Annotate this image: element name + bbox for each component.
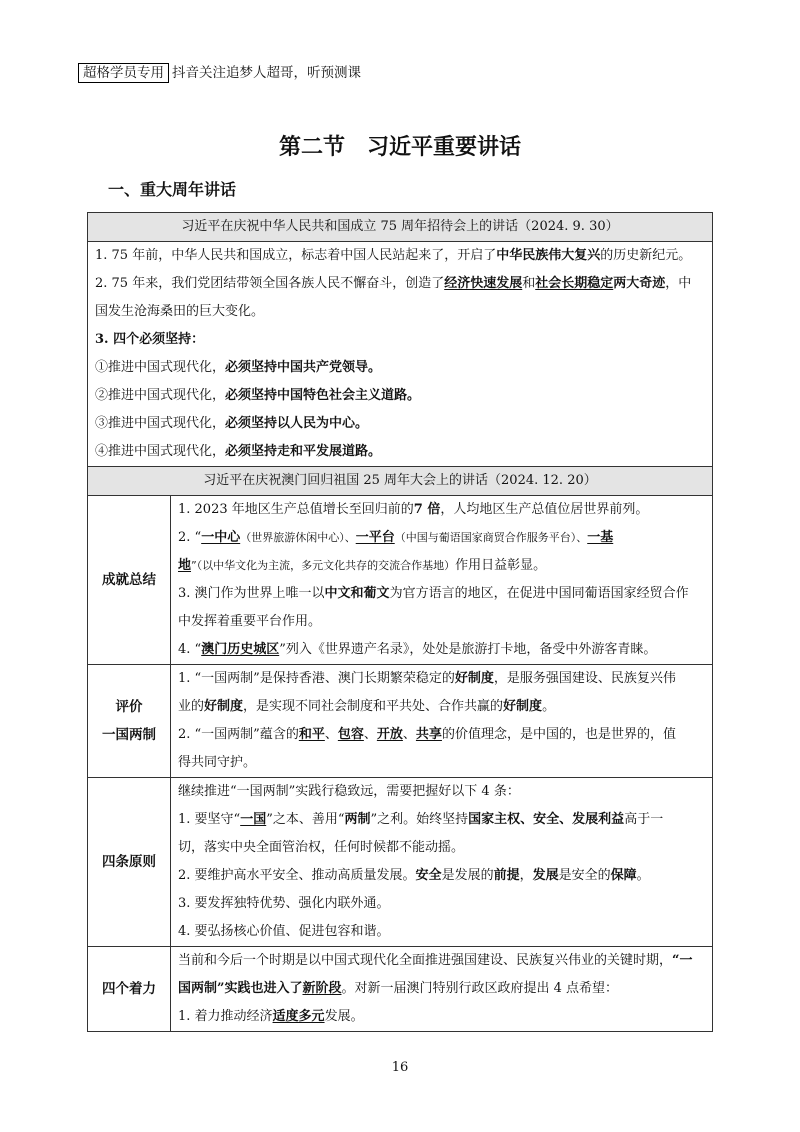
achievements-content [171, 496, 713, 665]
speech1-p2: 2. 75 年来，我们党团结带领全国各族人民不懈奋斗，创造了经济快速发展和社会长期稳定两大奇迹，中 [95, 276, 692, 291]
achievement-line: 2. “一中心（世界旅游休闲中心）、一平台（中国与葡语国家商贸合作服务平台）、一基 [178, 530, 614, 545]
principle-line: 切，落实中央全面管治权，任何时候都不能动摇。 [178, 840, 465, 855]
focus-line: 国两制”实践也进入了新阶段。对新一届澳门特别行政区政府提出 4 点希望： [178, 981, 619, 996]
focus-line: 1. 着力推动经济适度多元发展。 [178, 1009, 364, 1024]
focus-line: 当前和今后一个时期是以中国式现代化全面推进强国建设、民族复兴伟业的关键时期，“一 [178, 953, 693, 968]
header-tag: 超格学员专用 [78, 63, 169, 83]
achievement-line: 中发挥着重要平台作用。 [178, 614, 322, 629]
evaluation-line: 业的好制度，是实现不同社会制度和平共处、合作共赢的好制度。 [178, 699, 556, 714]
achievement-line: 地”（以中华文化为主流，多元文化共存的交流合作基地）作用日益彰显。 [178, 558, 547, 573]
principle-line: 3. 要发挥独特优势、强化内联外通。 [178, 896, 390, 911]
speech1-item: ①推进中国式现代化，必须坚持中国共产党领导。 [95, 360, 382, 375]
principle-line: 继续推进“一国两制”实践行稳致远，需要把握好以下 4 条： [178, 784, 520, 799]
speech1-p3: 3. 四个必须坚持： [95, 332, 205, 347]
speech1-item: ③推进中国式现代化，必须坚持以人民为中心。 [95, 416, 369, 431]
focus-label: 四个着力 [88, 947, 171, 1032]
speech1-content [88, 242, 713, 467]
principles-content [171, 778, 713, 947]
evaluation-line: 1. “一国两制”是保持香港、澳门长期繁荣稳定的好制度，是服务强国建设、民族复兴伟 [178, 671, 676, 686]
achievement-line: 1. 2023 年地区生产总值增长至回归前的7 倍，人均地区生产总值位居世界前列。 [178, 502, 649, 517]
speeches-table [87, 212, 713, 1032]
evaluation-line: 2. “一国两制”蕴含的和平、包容、开放、共享的价值理念，是中国的，也是世界的，值 [178, 727, 676, 742]
speech1-item: ④推进中国式现代化，必须坚持走和平发展道路。 [95, 444, 382, 459]
header-note: 抖音关注追梦人超哥，听预测课 [172, 65, 361, 81]
evaluation-content [171, 665, 713, 778]
speech1-item: ②推进中国式现代化，必须坚持中国特色社会主义道路。 [95, 388, 421, 403]
evaluation-line: 得共同守护。 [178, 755, 257, 770]
achievement-line: 3. 澳门作为世界上唯一以中文和葡文为官方语言的地区，在促进中国同葡语国家经贸合作 [178, 586, 689, 601]
principles-label: 四条原则 [88, 778, 171, 947]
page-header [78, 62, 361, 84]
speech1-p2-cont: 国发生沧海桑田的巨大变化。 [95, 304, 265, 319]
section-title: 一、重大周年讲话 [108, 180, 237, 199]
achievement-line: 4. “澳门历史城区”列入《世界遗产名录》，处处是旅游打卡地，备受中外游客青睐。 [178, 642, 657, 657]
speech1-title: 习近平在庆祝中华人民共和国成立 75 周年招待会上的讲话（2024. 9. 30） [88, 213, 713, 242]
achievements-label: 成就总结 [88, 496, 171, 665]
principle-line: 4. 要弘扬核心价值、促进包容和谐。 [178, 924, 390, 939]
page-number: 16 [391, 1060, 409, 1075]
principle-line: 2. 要维护高水平安全、推动高质量发展。安全是发展的前提，发展是安全的保障。 [178, 868, 650, 883]
speech2-title: 习近平在庆祝澳门回归祖国 25 周年大会上的讲话（2024. 12. 20） [88, 467, 713, 496]
speech1-p1: 1. 75 年前，中华人民共和国成立，标志着中国人民站起来了，开启了中华民族伟大复兴的历史新纪元。 [95, 248, 692, 263]
page-title: 第二节 习近平重要讲话 [278, 135, 521, 160]
principle-line: 1. 要坚守“一国”之本、善用“两制”之利。始终坚持国家主权、安全、发展利益高于一 [178, 812, 664, 827]
focus-content [171, 947, 713, 1032]
evaluation-label: 评价 一国两制 [88, 665, 171, 778]
